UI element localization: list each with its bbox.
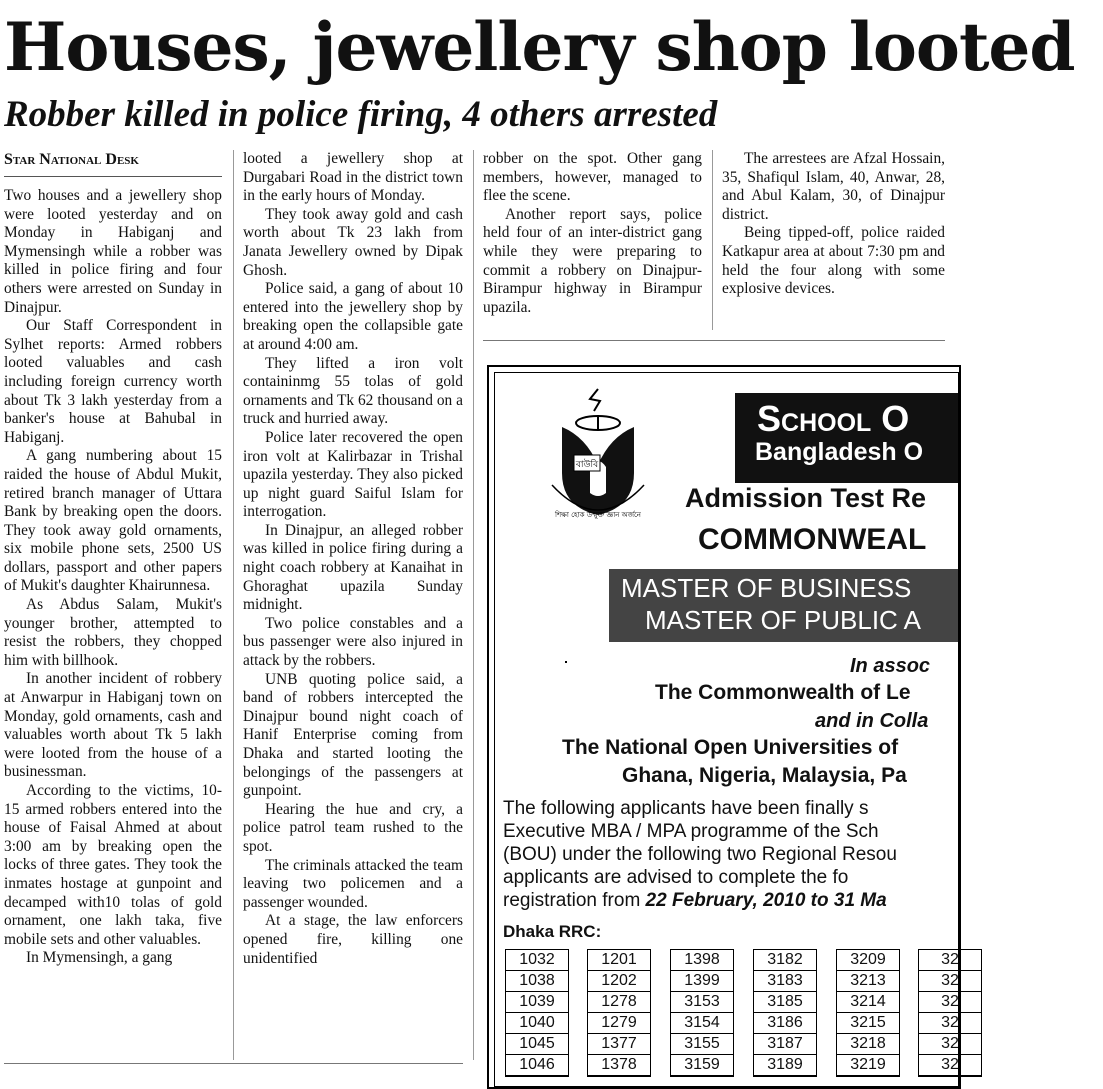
roll-number-cell: 3186 [754, 1013, 816, 1034]
roll-number-cell: 3154 [671, 1013, 733, 1034]
roll-number-cell: 3215 [837, 1013, 899, 1034]
roll-number-cell: 3209 [837, 950, 899, 971]
roll-number-cell: 3183 [754, 971, 816, 992]
roll-number-cell: 32 [919, 950, 981, 971]
article-paragraph: UNB quoting police said, a band of robbers intercepted the Dinajpur bound night coach of Hanif Enterprise coming from Dhaka and started looting the belongings of the passengers at gunpoint. [243, 670, 463, 800]
logo-text: বাউবি [575, 460, 599, 470]
roll-number-cell: 1399 [671, 971, 733, 992]
article-bottom-rule [483, 340, 945, 341]
roll-number-cell: 32 [919, 992, 981, 1013]
school-title: School O [757, 398, 910, 439]
roll-number-cell: 3153 [671, 992, 733, 1013]
roll-number-cell: 3155 [671, 1034, 733, 1055]
article-paragraph: Police later recovered the open iron volt at Kalirbazar in Trishal upazila yesterday. They also picked up night guard Saiful Islam for interrogation. [243, 428, 463, 521]
program-line-2: MASTER OF PUBLIC A [645, 605, 921, 635]
roll-number-cell: 3159 [671, 1055, 733, 1076]
subheadline: Robber killed in police firing, 4 others arrested [4, 94, 718, 135]
roll-number-cell: 1032 [506, 950, 568, 971]
headline: Houses, jewellery shop looted [4, 8, 1075, 86]
national-open-universities: The National Open Universities of [562, 736, 899, 759]
dhaka-rrc-label: Dhaka RRC: [503, 922, 602, 941]
roll-number-cell: 1377 [588, 1034, 650, 1055]
registration-line [503, 889, 1103, 912]
roll-number-cell: 1398 [671, 950, 733, 971]
in-association: In assoc [850, 655, 931, 677]
roll-number-cell: 3218 [837, 1034, 899, 1055]
school-banner [735, 393, 958, 483]
countries-line: Ghana, Nigeria, Malaysia, Pa [622, 764, 907, 787]
article-paragraph: In Dinajpur, an alleged robber was killed in police firing during a night coach robbery at Kanaihat in Ghoraghat upazila Sunday midnight. [243, 521, 463, 614]
article-paragraph: They lifted a iron volt containinmg 55 tolas of gold ornaments and Tk 62 thousand on a truck and hurried away. [243, 354, 463, 428]
article-column-4 [722, 150, 945, 299]
advert-body-line: applicants are advised to complete the fo [503, 867, 849, 888]
roll-number-cell: 3185 [754, 992, 816, 1013]
speck [565, 661, 567, 663]
roll-number-cell: 1202 [588, 971, 650, 992]
roll-number-column [670, 949, 734, 1077]
article-paragraph: Hearing the hue and cry, a police patrol team rushed to the spot. [243, 800, 463, 855]
roll-number-cell: 3189 [754, 1055, 816, 1076]
roll-number-column [587, 949, 651, 1077]
article-paragraph: In another incident of robbery at Anwarpur in Habiganj town on Monday, gold ornaments, cash and valuables worth about Tk 5 lakh were looted from the house of a businessman. [4, 670, 222, 781]
roll-number-column [753, 949, 817, 1077]
roll-number-cell: 1038 [506, 971, 568, 992]
roll-number-column [836, 949, 900, 1077]
commonwealth-line: COMMONWEAL [698, 523, 927, 556]
school-subtitle: Bangladesh O [755, 438, 924, 466]
roll-number-cell: 3213 [837, 971, 899, 992]
roll-number-column [918, 949, 982, 1077]
column-divider [233, 150, 234, 1060]
article-paragraph: Two houses and a jewellery shop were looted yesterday and on Monday in Habiganj and Mymensingh while a robber was killed in police firing and four others were arrested on Sunday in Dinajpur. [4, 187, 222, 316]
article-paragraph: At a stage, the law enforcers opened fire, killing one unidentified [243, 912, 463, 967]
article-column-3 [483, 150, 702, 317]
article-paragraph: Police said, a gang of about 10 entered into the jewellery shop by breaking open the collapsible gate at around 4:00 am. [243, 280, 463, 353]
article-paragraph: The arrestees are Afzal Hossain, 35, Shafiqul Islam, 40, Anwar, 28, and Abul Kalam, 30, of Dinajpur district. [722, 150, 945, 223]
column-divider [473, 150, 474, 1060]
roll-number-cell: 32 [919, 1034, 981, 1055]
and-in-collaboration: and in Colla [815, 710, 929, 732]
roll-number-cell: 3187 [754, 1034, 816, 1055]
roll-number-cell: 1045 [506, 1034, 568, 1055]
byline: Star National Desk [4, 150, 222, 177]
commonwealth-learning: The Commonwealth of Le [655, 681, 911, 704]
article-paragraph: A gang numbering about 15 raided the house of Abdul Mukit, retired branch manager of Uttara Bank by breaking open the doors. They took away gold ornaments, six mobile phone sets, 2500 US dollars, passport and other papers of Mukit's daughter Khairunnesa. [4, 447, 222, 595]
roll-number-cell: 3214 [837, 992, 899, 1013]
program-line-1: MASTER OF BUSINESS [621, 573, 912, 603]
article-column-2 [243, 150, 463, 968]
roll-number-column [505, 949, 569, 1077]
article-paragraph: looted a jewellery shop at Durgabari Road in the district town in the early hours of Monday. [243, 150, 463, 205]
article-paragraph: Another report says, police held four of an inter-district gang while they were preparing to commit a robbery on Dinajpur-Birampur highway in Birampur upazila. [483, 205, 702, 316]
advert-body-line: Executive MBA / MPA programme of the Sch [503, 821, 879, 842]
roll-number-cell: 1201 [588, 950, 650, 971]
roll-number-cell: 1279 [588, 1013, 650, 1034]
article-paragraph: Being tipped-off, police raided Katkapur area at about 7:30 pm and held the four along with some explosive devices. [722, 224, 945, 298]
advert-inner-frame [494, 372, 959, 1087]
roll-number-cell: 32 [919, 971, 981, 992]
article-paragraph: The criminals attacked the team leaving two policemen and a passenger wounded. [243, 856, 463, 911]
roll-number-cell: 1378 [588, 1055, 650, 1076]
article-bottom-rule [4, 1063, 463, 1064]
article-paragraph: In Mymensingh, a gang [26, 949, 173, 967]
roll-number-cell: 1046 [506, 1055, 568, 1076]
admission-line: Admission Test Re [685, 483, 927, 513]
advert-body-line: The following applicants have been finally s [503, 798, 869, 819]
program-banner [609, 569, 958, 642]
article-paragraph: According to the victims, 10-15 armed robbers entered into the house of Faisal Ahmed at about 3:00 am by breaking open the locks of three gates. They took the inmates hostage at gunpoint and decamped with10 tolas of gold ornament, one lakh taka, five mobile sets and other valuables. [4, 782, 222, 948]
roll-number-cell: 3182 [754, 950, 816, 971]
advert-body [503, 797, 1103, 912]
advert-body-line: (BOU) under the following two Regional Resou [503, 844, 897, 865]
university-advertisement [487, 365, 961, 1089]
article-paragraph: robber on the spot. Other gang members, however, managed to flee the scene. [483, 150, 702, 205]
university-logo-icon [550, 385, 655, 525]
article-paragraph: Two police constables and a bus passenger were also injured in attack by the robbers. [243, 614, 463, 670]
logo-motto: শিক্ষা হোক উন্মুক্ত জ্ঞান অর্জনে [555, 511, 641, 519]
roll-number-cell: 3219 [837, 1055, 899, 1076]
article-paragraph: Our Staff Correspondent in Sylhet reports: Armed robbers looted valuables and cash including foreign currency worth about Tk 3 lakh yesterday from a banker's house at Bahubal in Habiganj. [4, 317, 222, 446]
column-divider [712, 150, 713, 330]
article-column-1 [4, 150, 222, 968]
roll-number-cell: 1278 [588, 992, 650, 1013]
registration-dates: 22 February, 2010 to 31 Ma [645, 890, 887, 911]
registration-prefix: registration from [503, 890, 646, 911]
article-paragraph: They took away gold and cash worth about Tk 23 lakh from Janata Jewellery owned by Dipak Ghosh. [243, 205, 463, 279]
roll-number-cell: 1040 [506, 1013, 568, 1034]
roll-number-cell: 32 [919, 1055, 981, 1076]
article-paragraph: As Abdus Salam, Mukit's younger brother, attempted to resist the robbers, they chopped him with billhook. [4, 596, 222, 669]
roll-number-cell: 1039 [506, 992, 568, 1013]
roll-number-cell: 32 [919, 1013, 981, 1034]
